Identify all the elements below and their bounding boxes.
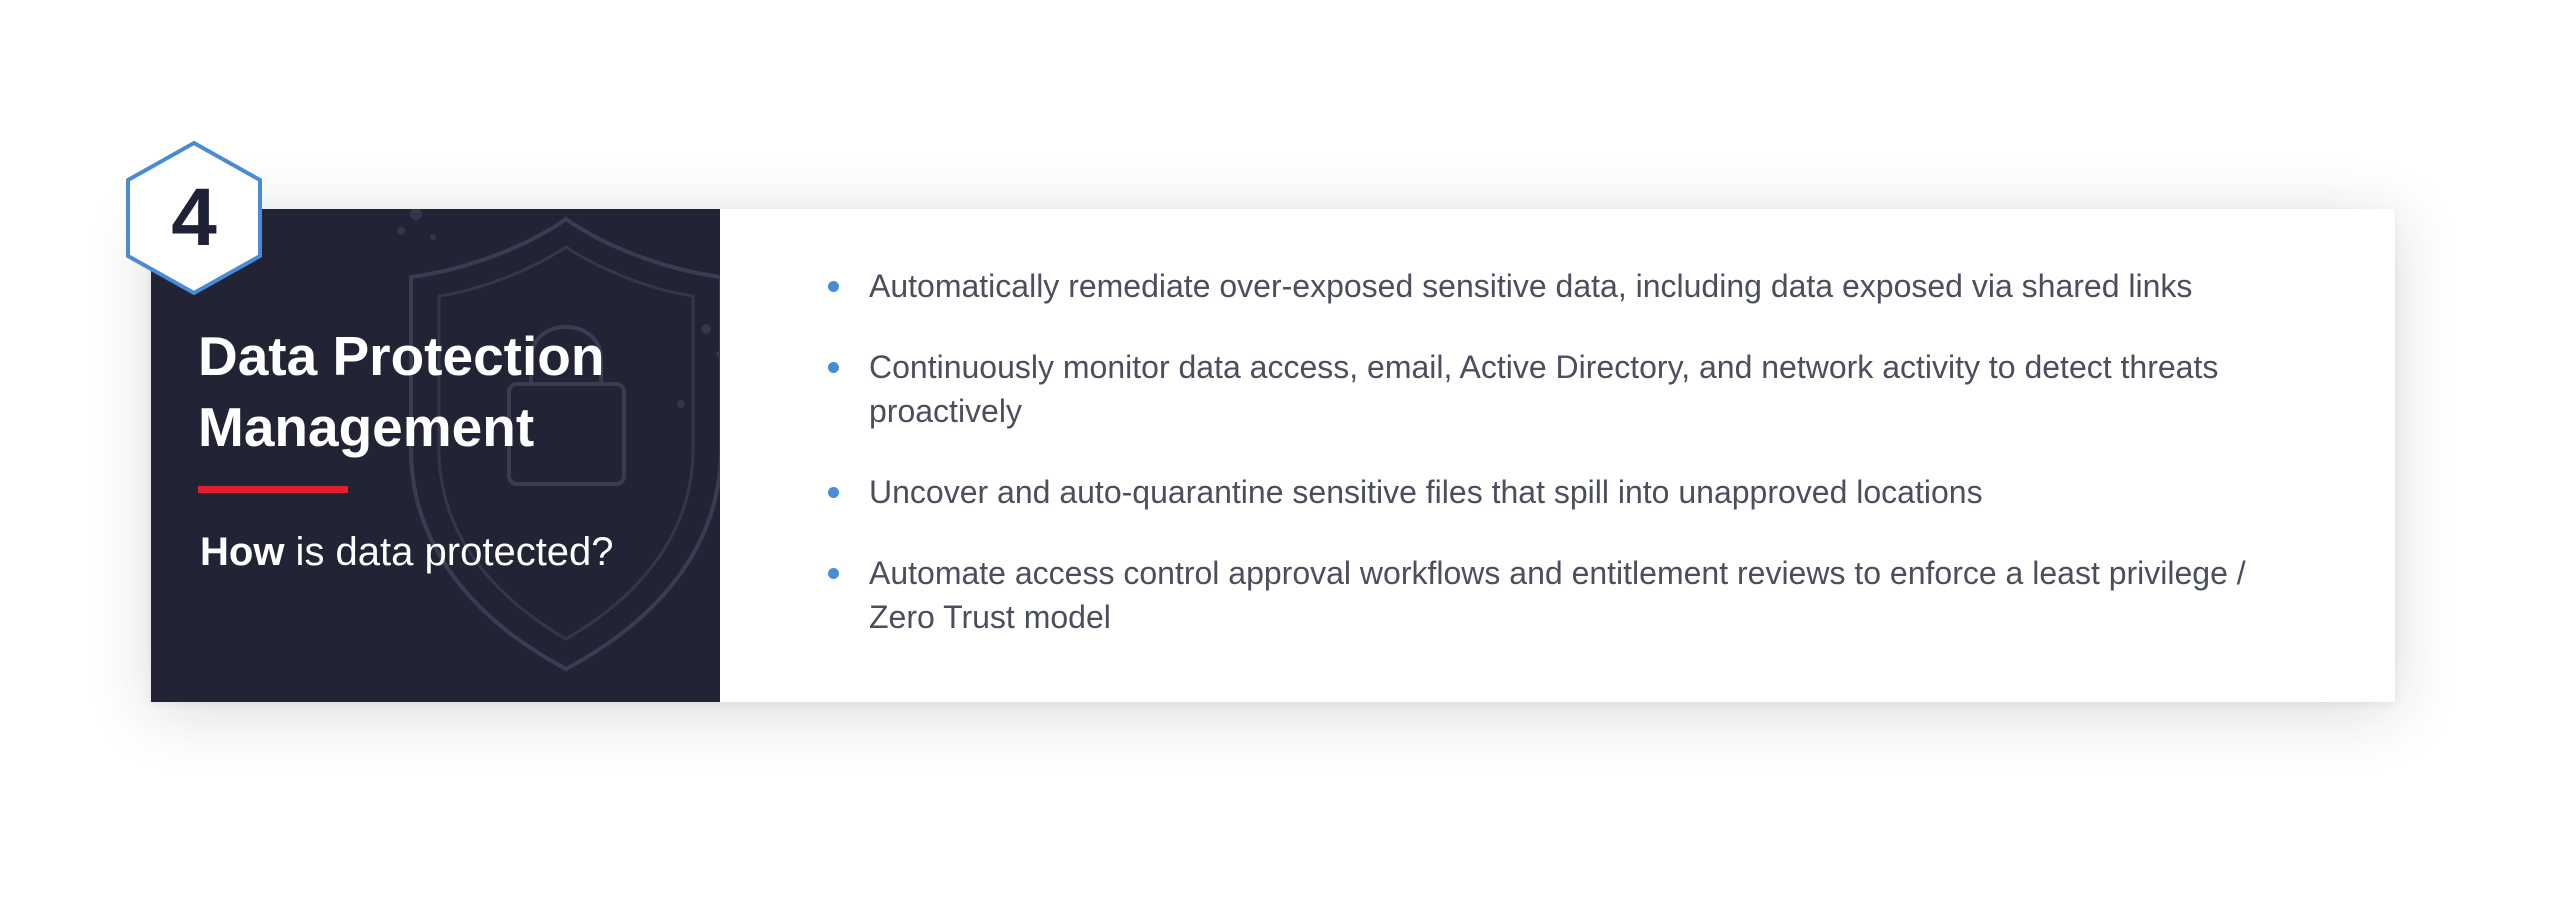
list-item-text: Continuously monitor data access, email, Active Directory, and network activity to detect threats proactively bbox=[869, 349, 2219, 429]
list-item bbox=[828, 345, 2288, 433]
info-card bbox=[151, 209, 2395, 702]
section-question bbox=[200, 527, 614, 577]
title-line-1: Data Protection bbox=[198, 325, 605, 387]
bullet-dot-icon bbox=[828, 281, 839, 292]
step-number: 4 bbox=[171, 172, 217, 263]
question-emphasis: How bbox=[200, 530, 285, 574]
page-title bbox=[198, 321, 698, 463]
list-item bbox=[828, 264, 2288, 308]
list-item bbox=[828, 470, 2288, 514]
bullet-dot-icon bbox=[828, 487, 839, 498]
bullet-dot-icon bbox=[828, 362, 839, 373]
feature-list bbox=[828, 264, 2288, 676]
content-panel bbox=[720, 209, 2395, 702]
bullet-dot-icon bbox=[828, 568, 839, 579]
question-text: is data protected? bbox=[284, 530, 614, 574]
title-underline bbox=[198, 486, 348, 493]
list-item-text: Uncover and auto-quarantine sensitive files that spill into unapproved locations bbox=[869, 474, 1983, 510]
step-number-badge bbox=[124, 140, 264, 296]
list-item bbox=[828, 551, 2288, 639]
title-line-2: Management bbox=[198, 396, 535, 458]
list-item-text: Automatically remediate over-exposed sensitive data, including data exposed via shared links bbox=[869, 268, 2193, 304]
list-item-text: Automate access control approval workflows and entitlement reviews to enforce a least privilege / Zero Trust model bbox=[869, 555, 2246, 635]
